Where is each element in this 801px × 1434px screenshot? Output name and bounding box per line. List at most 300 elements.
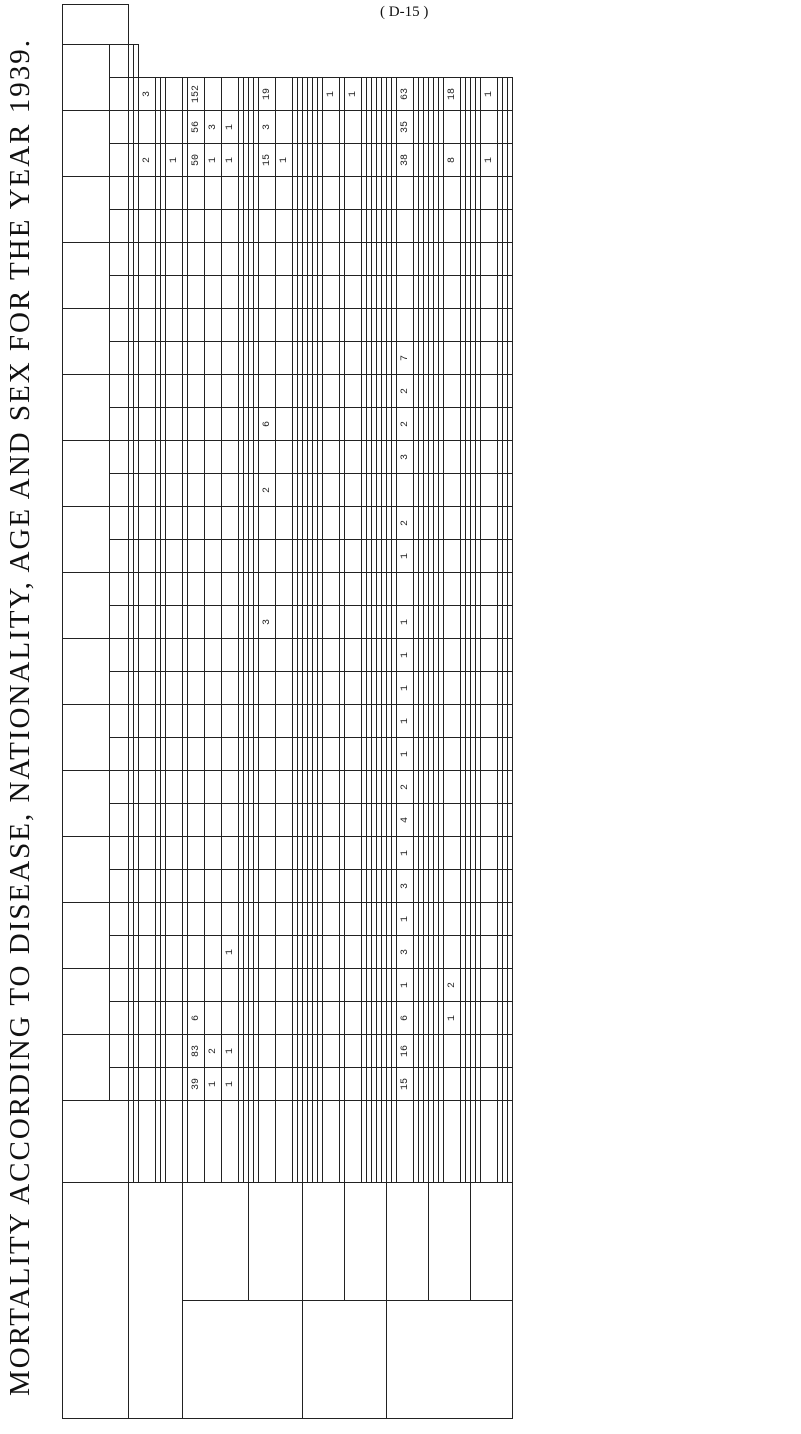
count-cell [323, 705, 340, 738]
count-cell [508, 309, 513, 342]
count-cell [345, 243, 362, 276]
count-cell [139, 639, 156, 672]
nationality-header [63, 1101, 129, 1183]
count-cell [166, 804, 183, 837]
count-cell [139, 1035, 156, 1068]
count-cell: 8 [444, 144, 461, 177]
count-cell [205, 936, 222, 969]
count-cell [166, 177, 183, 210]
count-cell [508, 507, 513, 540]
count-cell [508, 144, 513, 177]
count-cell: 1 [481, 78, 498, 111]
count-cell [276, 243, 293, 276]
count-cell [188, 507, 205, 540]
count-cell: 1 [397, 837, 414, 870]
age-group-header [63, 837, 110, 903]
count-cell [139, 210, 156, 243]
male-header [110, 738, 129, 771]
male-header [110, 870, 129, 903]
count-cell [323, 177, 340, 210]
count-cell [444, 441, 461, 474]
count-cell [508, 771, 513, 804]
count-cell [481, 507, 498, 540]
count-cell [345, 804, 362, 837]
count-cell [259, 837, 276, 870]
count-cell [166, 540, 183, 573]
count-cell: 6 [188, 1002, 205, 1035]
count-cell [188, 210, 205, 243]
count-cell [444, 1068, 461, 1101]
female-header [110, 309, 129, 342]
count-cell [444, 309, 461, 342]
count-cell [259, 870, 276, 903]
count-cell [276, 705, 293, 738]
count-cell [259, 1035, 276, 1068]
nationality-label [323, 1101, 340, 1183]
count-cell [259, 1002, 276, 1035]
count-cell: 3 [397, 870, 414, 903]
count-cell [222, 507, 239, 540]
count-cell [323, 507, 340, 540]
count-cell [166, 243, 183, 276]
count-cell [397, 276, 414, 309]
cause-label [387, 1301, 513, 1419]
count-cell [508, 408, 513, 441]
count-cell [205, 276, 222, 309]
count-cell [481, 969, 498, 1002]
count-cell [481, 639, 498, 672]
age-group-header [63, 243, 110, 309]
count-cell [323, 210, 340, 243]
count-cell: 1 [481, 144, 498, 177]
count-cell [139, 705, 156, 738]
count-cell [166, 375, 183, 408]
count-cell [139, 243, 156, 276]
count-cell: 1 [397, 903, 414, 936]
count-cell [166, 936, 183, 969]
count-cell [444, 672, 461, 705]
count-cell [397, 243, 414, 276]
count-cell [481, 606, 498, 639]
count-cell [222, 672, 239, 705]
count-cell [188, 969, 205, 1002]
count-cell [323, 243, 340, 276]
count-cell [323, 111, 340, 144]
count-cell: 1 [397, 606, 414, 639]
count-cell [323, 441, 340, 474]
count-cell [276, 903, 293, 936]
count-cell [205, 408, 222, 441]
male-header [110, 78, 129, 111]
count-cell [222, 408, 239, 441]
count-cell: 2 [397, 375, 414, 408]
count-cell [397, 309, 414, 342]
female-header [110, 177, 129, 210]
count-cell [345, 639, 362, 672]
count-cell [166, 573, 183, 606]
subcause-label [183, 1183, 249, 1301]
count-cell [508, 111, 513, 144]
count-cell [222, 276, 239, 309]
count-cell [188, 441, 205, 474]
count-cell [134, 45, 139, 78]
count-cell [323, 1002, 340, 1035]
count-cell [481, 243, 498, 276]
female-header [110, 441, 129, 474]
age-group-header [63, 507, 110, 573]
count-cell [205, 309, 222, 342]
count-cell [444, 771, 461, 804]
count-cell [205, 540, 222, 573]
nationality-label [508, 1101, 513, 1183]
count-cell [259, 738, 276, 771]
count-cell: 1 [222, 936, 239, 969]
count-cell [444, 540, 461, 573]
count-cell [345, 936, 362, 969]
count-cell [139, 936, 156, 969]
count-cell: 3 [397, 441, 414, 474]
count-cell [323, 738, 340, 771]
count-cell [188, 573, 205, 606]
count-cell [397, 177, 414, 210]
count-cell [323, 309, 340, 342]
count-cell [481, 441, 498, 474]
count-cell: 38 [397, 144, 414, 177]
count-cell [205, 969, 222, 1002]
count-cell [444, 573, 461, 606]
count-cell [323, 606, 340, 639]
count-cell [481, 1002, 498, 1035]
count-cell [205, 771, 222, 804]
count-cell [259, 507, 276, 540]
count-cell: 15 [259, 144, 276, 177]
count-cell [139, 672, 156, 705]
count-cell [345, 408, 362, 441]
count-cell [188, 408, 205, 441]
count-cell [345, 276, 362, 309]
count-cell [323, 573, 340, 606]
count-cell [222, 342, 239, 375]
age-group-header [63, 771, 110, 837]
nationality-label [345, 1101, 362, 1183]
count-cell [481, 705, 498, 738]
female-header [110, 243, 129, 276]
count-cell [345, 672, 362, 705]
count-cell [222, 969, 239, 1002]
page-number: ( D-15 ) [380, 4, 429, 20]
count-cell [166, 771, 183, 804]
count-cell: 3 [139, 78, 156, 111]
count-cell [345, 474, 362, 507]
count-cell [345, 144, 362, 177]
count-cell [444, 342, 461, 375]
count-cell [481, 177, 498, 210]
count-cell [139, 474, 156, 507]
count-cell [188, 243, 205, 276]
count-cell [166, 111, 183, 144]
count-cell [166, 672, 183, 705]
count-cell [139, 309, 156, 342]
count-cell [139, 342, 156, 375]
count-cell [481, 573, 498, 606]
age-group-header [63, 1035, 110, 1101]
count-cell [345, 309, 362, 342]
count-cell [166, 507, 183, 540]
table-header [63, 5, 129, 1419]
count-cell [481, 276, 498, 309]
count-cell [139, 441, 156, 474]
male-header [110, 144, 129, 177]
count-cell: 35 [397, 111, 414, 144]
male-header [110, 342, 129, 375]
count-cell [139, 177, 156, 210]
male-header [110, 936, 129, 969]
count-cell [205, 573, 222, 606]
count-cell [188, 276, 205, 309]
count-cell [481, 540, 498, 573]
count-cell: 6 [259, 408, 276, 441]
age-group-header [63, 705, 110, 771]
count-cell [276, 210, 293, 243]
count-cell [276, 1002, 293, 1035]
cause-label [129, 1183, 183, 1419]
count-cell [508, 870, 513, 903]
count-cell [276, 672, 293, 705]
subcause-label [345, 1183, 387, 1301]
count-cell [276, 606, 293, 639]
male-header [110, 276, 129, 309]
count-cell [222, 474, 239, 507]
count-cell [345, 870, 362, 903]
count-cell [188, 705, 205, 738]
count-cell [139, 1068, 156, 1101]
count-cell [222, 606, 239, 639]
subcause-label [303, 1183, 345, 1301]
count-cell [276, 540, 293, 573]
count-cell [188, 936, 205, 969]
count-cell [323, 870, 340, 903]
age-group-header [63, 639, 110, 705]
count-cell [508, 78, 513, 111]
age-group-header [63, 969, 110, 1035]
page-title: MORTALITY ACCORDING TO DISEASE, NATIONALITY, AGE AND SEX FOR THE YEAR 1939. [4, 37, 36, 1397]
count-cell: 1 [397, 540, 414, 573]
count-cell: 3 [259, 606, 276, 639]
count-cell [276, 342, 293, 375]
nationality-label [139, 1101, 156, 1183]
count-cell [444, 837, 461, 870]
count-cell: 2 [397, 408, 414, 441]
count-cell [508, 342, 513, 375]
count-cell [345, 903, 362, 936]
count-cell [139, 573, 156, 606]
count-cell [259, 1068, 276, 1101]
count-cell: 1 [222, 1068, 239, 1101]
count-cell [139, 507, 156, 540]
count-cell [222, 210, 239, 243]
count-cell [444, 474, 461, 507]
subcause-label [387, 1183, 429, 1301]
count-cell [139, 969, 156, 1002]
count-cell [139, 837, 156, 870]
count-cell: 1 [166, 144, 183, 177]
count-cell [508, 606, 513, 639]
count-cell [276, 1068, 293, 1101]
count-cell [139, 375, 156, 408]
count-cell [323, 771, 340, 804]
male-header [110, 1002, 129, 1035]
count-cell [276, 507, 293, 540]
count-cell [397, 210, 414, 243]
female-header [110, 903, 129, 936]
count-cell [323, 540, 340, 573]
age-group-header [63, 573, 110, 639]
count-cell [481, 903, 498, 936]
count-cell: 3 [259, 111, 276, 144]
grand-total-header [63, 5, 129, 45]
count-cell [205, 474, 222, 507]
count-cell [345, 705, 362, 738]
count-cell [481, 672, 498, 705]
count-cell [481, 111, 498, 144]
count-cell [139, 276, 156, 309]
count-cell [276, 969, 293, 1002]
count-cell [345, 441, 362, 474]
count-cell [323, 375, 340, 408]
count-cell: 1 [397, 705, 414, 738]
count-cell [259, 210, 276, 243]
count-cell [444, 1035, 461, 1068]
count-cell [166, 474, 183, 507]
count-cell [259, 375, 276, 408]
count-cell [397, 573, 414, 606]
count-cell [166, 210, 183, 243]
female-header [110, 111, 129, 144]
count-cell: 3 [205, 111, 222, 144]
count-cell [259, 936, 276, 969]
count-cell [508, 210, 513, 243]
count-cell [205, 705, 222, 738]
count-cell [276, 276, 293, 309]
count-cell [323, 936, 340, 969]
count-cell: 1 [222, 1035, 239, 1068]
count-cell [481, 342, 498, 375]
count-cell [259, 309, 276, 342]
count-cell [259, 177, 276, 210]
nationality-label [222, 1101, 239, 1183]
count-cell [166, 903, 183, 936]
count-cell: 50 [188, 144, 205, 177]
count-cell [345, 969, 362, 1002]
count-cell [259, 639, 276, 672]
count-cell [276, 771, 293, 804]
count-cell [222, 903, 239, 936]
count-cell [444, 276, 461, 309]
count-cell [345, 210, 362, 243]
count-cell [222, 639, 239, 672]
count-cell [139, 771, 156, 804]
count-cell [444, 210, 461, 243]
count-cell [345, 342, 362, 375]
count-cell [205, 639, 222, 672]
count-cell [444, 705, 461, 738]
count-cell [345, 573, 362, 606]
count-cell [166, 276, 183, 309]
count-cell [139, 111, 156, 144]
count-cell [345, 1068, 362, 1101]
section-heading [63, 1183, 129, 1419]
count-cell [444, 639, 461, 672]
count-cell [397, 474, 414, 507]
count-cell: 1 [205, 144, 222, 177]
female-header [110, 639, 129, 672]
count-cell [259, 276, 276, 309]
nationality-label [188, 1101, 205, 1183]
male-header [110, 408, 129, 441]
count-cell [188, 837, 205, 870]
count-cell [276, 309, 293, 342]
count-cell [205, 870, 222, 903]
count-cell [481, 474, 498, 507]
age-group-header [63, 45, 110, 111]
count-cell [222, 540, 239, 573]
count-cell [345, 837, 362, 870]
count-cell [444, 243, 461, 276]
cause-label [183, 1301, 303, 1419]
count-cell [222, 243, 239, 276]
count-cell [259, 441, 276, 474]
count-cell [259, 705, 276, 738]
age-group-header [63, 441, 110, 507]
count-cell: 19 [259, 78, 276, 111]
count-cell [188, 804, 205, 837]
count-cell [276, 375, 293, 408]
count-cell [481, 1068, 498, 1101]
count-cell [188, 177, 205, 210]
count-cell [188, 771, 205, 804]
count-cell [323, 837, 340, 870]
count-cell [259, 804, 276, 837]
count-cell [188, 375, 205, 408]
nationality-label [259, 1101, 276, 1183]
count-cell [205, 210, 222, 243]
count-cell [276, 804, 293, 837]
count-cell [481, 1035, 498, 1068]
count-cell [139, 540, 156, 573]
count-cell [205, 1002, 222, 1035]
nationality-label [481, 1101, 498, 1183]
count-cell [508, 672, 513, 705]
count-cell [139, 804, 156, 837]
count-cell: 1 [397, 738, 414, 771]
count-cell: 2 [397, 507, 414, 540]
count-cell [508, 705, 513, 738]
count-cell [276, 474, 293, 507]
count-cell [166, 78, 183, 111]
count-cell [166, 441, 183, 474]
count-cell: 1 [276, 144, 293, 177]
count-cell [166, 408, 183, 441]
count-cell [345, 540, 362, 573]
count-cell [166, 639, 183, 672]
count-cell [222, 573, 239, 606]
count-cell [276, 639, 293, 672]
age-group-header [63, 375, 110, 441]
table-row [345, 5, 362, 1419]
count-cell [508, 441, 513, 474]
count-cell [222, 177, 239, 210]
count-cell: 2 [397, 771, 414, 804]
